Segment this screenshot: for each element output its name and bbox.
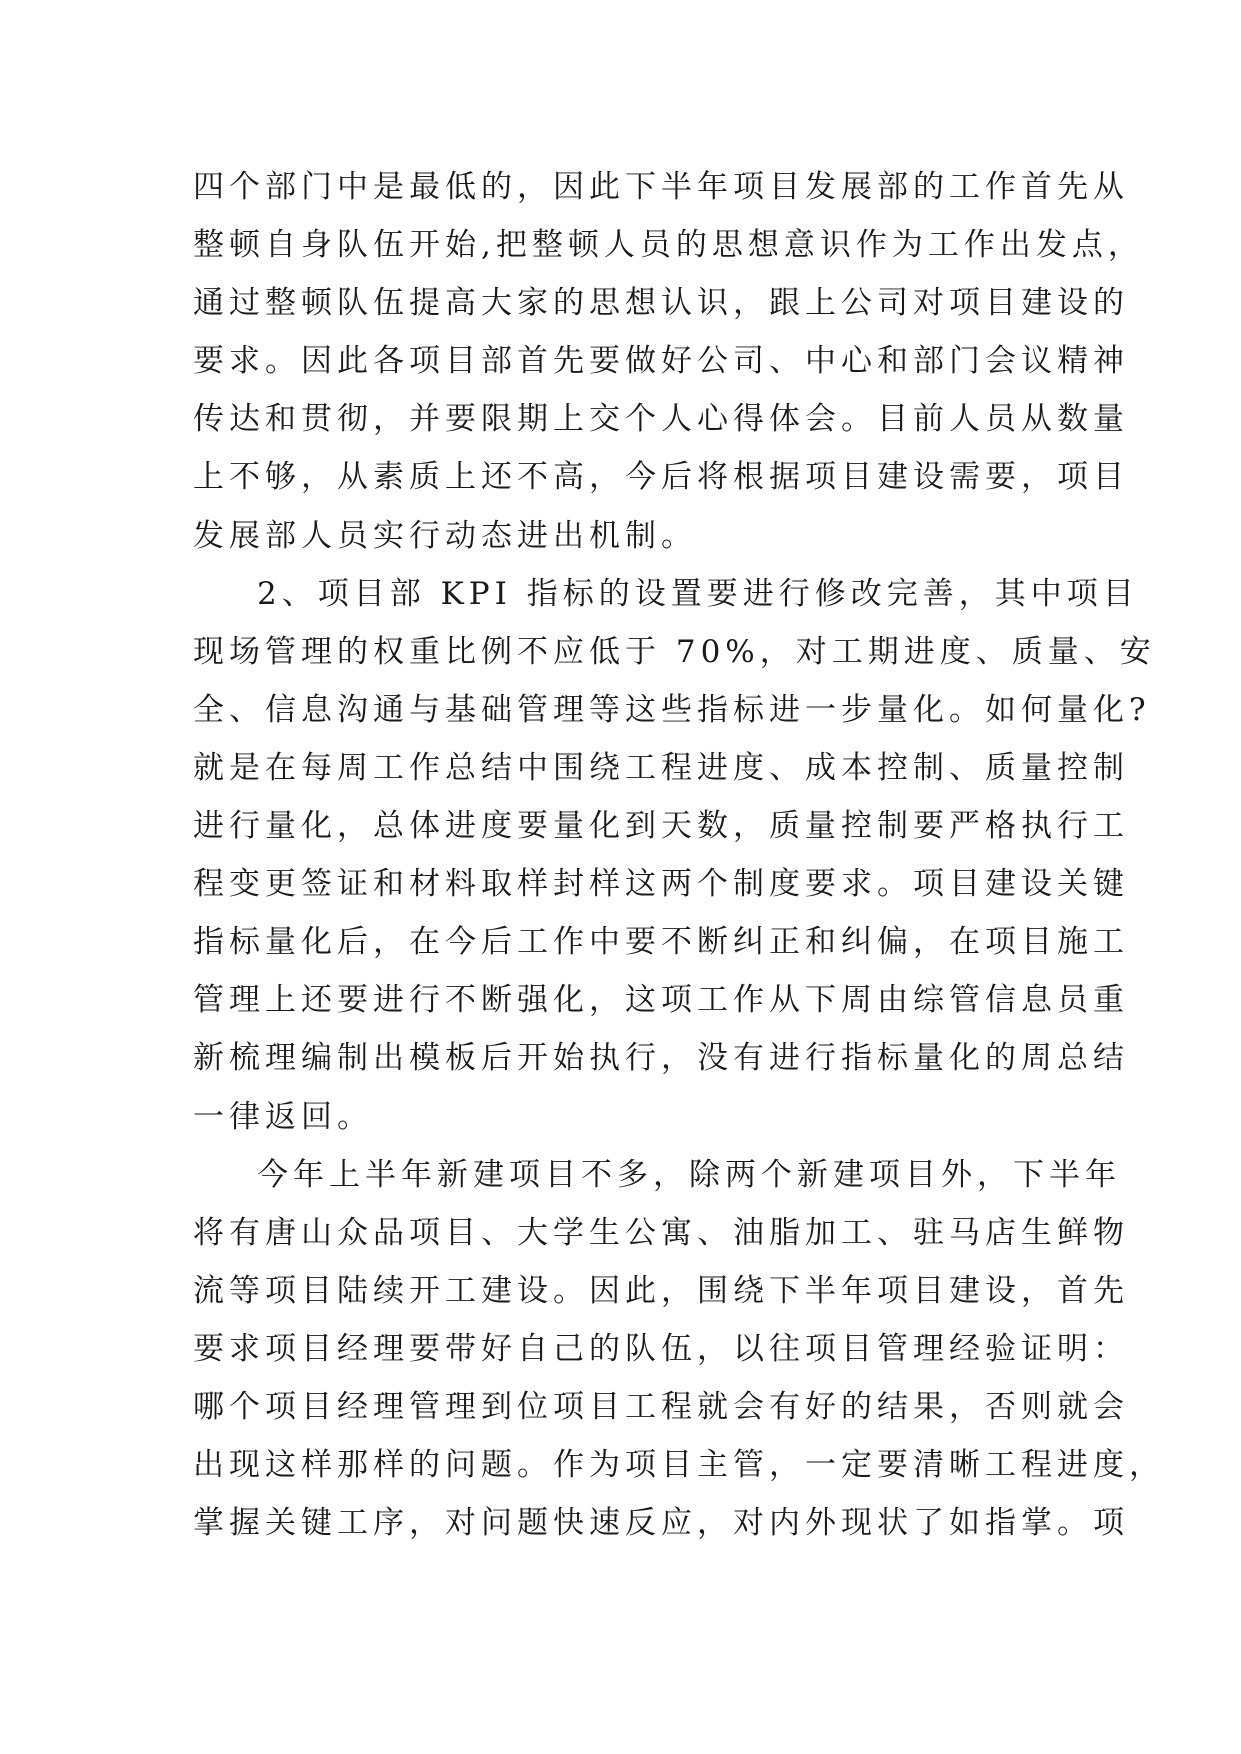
text-line: 四个部门中是最低的，因此下半年项目发展部的工作首先从 (193, 169, 1129, 205)
text-line: 进行量化，总体进度要量化到天数，质量控制要严格执行工 (193, 808, 1129, 845)
text-line: 要求项目经理要带好自己的队伍，以往项目管理经验证明： (193, 1330, 1129, 1367)
text-line: 上不够，从素质上还不高，今后将根据项目建设需要，项目 (193, 459, 1129, 496)
text-line: 管理上还要进行不断强化，这项工作从下周由综管信息员重 (193, 982, 1129, 1019)
text-line: 全、信息沟通与基础管理等这些指标进一步量化。如何量化? (193, 691, 1151, 728)
text-line: 发展部人员实行动态进出机制。 (193, 517, 697, 554)
text-line: 新梳理编制出模板后开始执行，没有进行指标量化的周总结 (193, 1040, 1129, 1077)
text-line: 流等项目陆续开工建设。因此，围绕下半年项目建设，首先 (193, 1272, 1129, 1309)
text-line: 程变更签证和材料取样封样这两个制度要求。项目建设关键 (193, 866, 1129, 903)
text-line: 哪个项目经理管理到位项目工程就会有好的结果，否则就会 (193, 1388, 1129, 1425)
text-line: 出现这样那样的问题。作为项目主管，一定要清晰工程进度， (193, 1447, 1165, 1484)
text-line: 现场管理的权重比例不应低于 70%，对工期进度、质量、安 (193, 633, 1156, 670)
text-line: 指标量化后，在今后工作中要不断纠正和纠偏，在项目施工 (193, 924, 1129, 961)
text-line: 要求。因此各项目部首先要做好公司、中心和部门会议精神 (193, 343, 1129, 380)
text-line: 就是在每周工作总结中围绕工程进度、成本控制、质量控制 (193, 749, 1129, 786)
document-body (193, 158, 1165, 1552)
text-line: 通过整顿队伍提高大家的思想认识，跟上公司对项目建设的 (193, 285, 1129, 322)
paragraph-start-line: 2、项目部 KPI 指标的设置要进行修改完善，其中项目 (257, 575, 1139, 612)
text-line: 一律返回。 (193, 1098, 373, 1135)
text-line: 传达和贯彻，并要限期上交个人心得体会。目前人员从数量 (193, 401, 1129, 438)
text-line: 整顿自身队伍开始,把整顿人员的思想意识作为工作出发点， (193, 227, 1144, 264)
text-line: 将有唐山众品项目、大学生公寓、油脂加工、驻马店生鲜物 (193, 1214, 1129, 1251)
text-line: 掌握关键工序，对问题快速反应，对内外现状了如指掌。项 (193, 1505, 1129, 1542)
paragraph-start-line: 今年上半年新建项目不多，除两个新建项目外，下半年 (257, 1156, 1121, 1193)
